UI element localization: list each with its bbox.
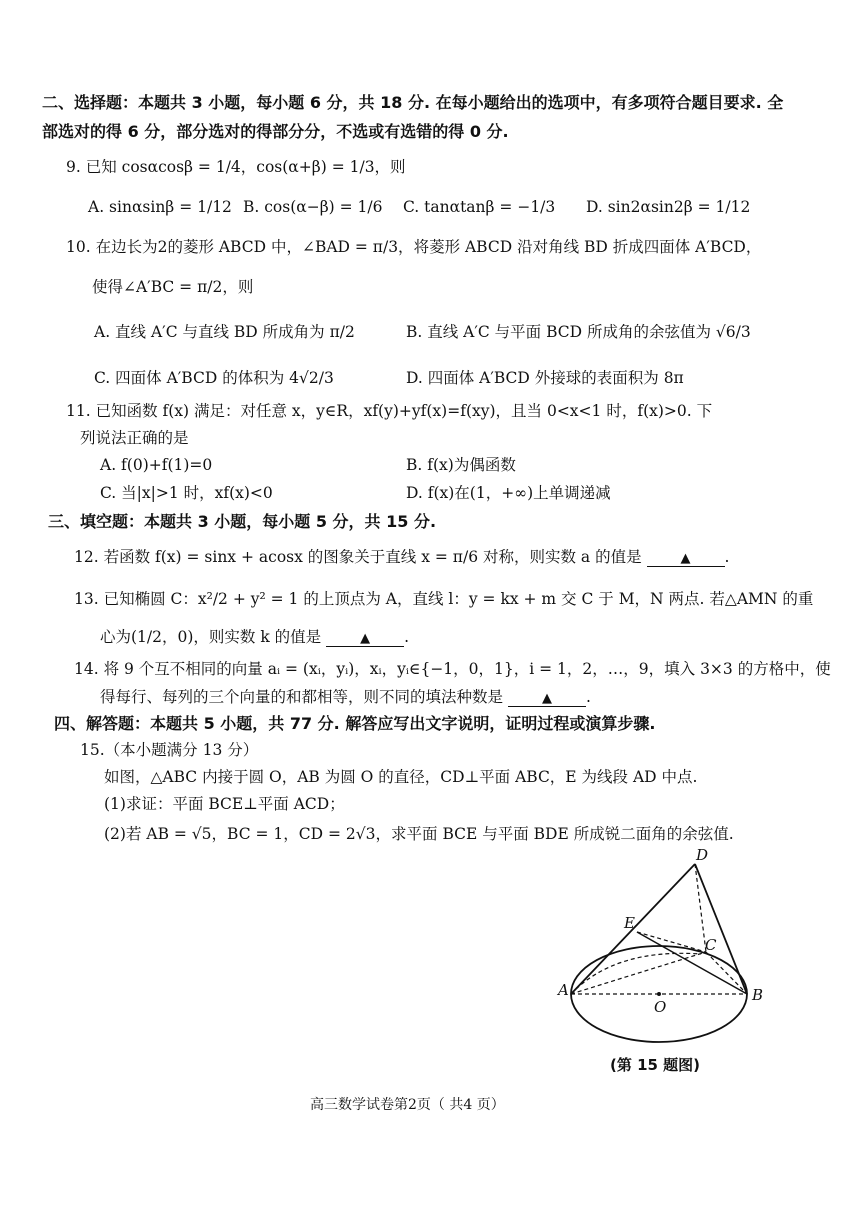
q11-option-c: C. 当|x|>1 时，xf(x)<0 <box>100 484 273 502</box>
label-o: O <box>654 998 667 1016</box>
q13-end: . <box>404 628 410 646</box>
q10-option-b: B. 直线 A′C 与平面 BCD 所成角的余弦值为 √6/3 <box>406 323 751 341</box>
q9-option-a: A. sinαsinβ = 1/12 <box>88 198 232 216</box>
q9-option-d: D. sin2αsin2β = 1/12 <box>586 198 751 216</box>
q12-answer-blank[interactable]: ▲ <box>647 552 725 567</box>
page-footer: 高三数学试卷第2页（ 共4 页） <box>310 1097 505 1113</box>
q14-stem-line2: 得每行、每列的三个向量的和都相等，则不同的填法种数是 <box>100 688 504 706</box>
q10-option-c: C. 四面体 A′BCD 的体积为 4√2/3 <box>94 369 334 387</box>
q15-figure <box>555 848 775 1048</box>
q14-stem-line1: 14. 将 9 个互不相同的向量 aᵢ = (xᵢ，yᵢ)，xᵢ，yᵢ∈{−1，0，1}，i = 1，2，…，9，填入 3×3 的方格中，使 <box>74 660 831 678</box>
label-c: C <box>705 936 717 954</box>
q12 <box>74 550 729 567</box>
label-e: E <box>624 914 635 932</box>
label-d: D <box>696 848 709 864</box>
point-o <box>657 992 661 996</box>
q14-line2 <box>100 690 591 707</box>
q12-stem: 12. 若函数 f(x) = sinx + acosx 的图象关于直线 x = π/6 对称，则实数 a 的值是 <box>74 548 642 566</box>
q11-stem-line1: 11. 已知函数 f(x) 满足：对任意 x，y∈R，xf(y)+yf(x)=f(xy)，且当 0<x<1 时，f(x)>0. 下 <box>66 402 713 420</box>
q15-part2: (2)若 AB = √5，BC = 1，CD = 2√3，求平面 BCE 与平面 BDE 所成锐二面角的余弦值. <box>104 825 734 843</box>
q13-stem-line1: 13. 已知椭圆 C：x²/2 + y² = 1 的上顶点为 A，直线 l：y = kx + m 交 C 于 M，N 两点. 若△AMN 的重 <box>74 590 814 608</box>
segment-cb-hidden <box>706 952 747 994</box>
label-b: B <box>752 986 764 1004</box>
q15-figure-caption: (第 15 题图) <box>610 1056 701 1074</box>
segment-eb <box>637 932 747 994</box>
label-a: A <box>558 981 569 999</box>
q11-option-a: A. f(0)+f(1)=0 <box>100 456 213 474</box>
q11-option-b: B. f(x)为偶函数 <box>406 456 516 474</box>
q14-end: . <box>585 688 591 706</box>
q10-option-d: D. 四面体 A′BCD 外接球的表面积为 8π <box>406 369 684 387</box>
q15-title: 15.（本小题满分 13 分） <box>80 741 259 759</box>
q15-part1: (1)求证：平面 BCE⊥平面 ACD； <box>104 795 345 813</box>
q12-end: . <box>724 548 730 566</box>
q10-stem-line1: 10. 在边长为2的菱形 ABCD 中，∠BAD = π/3，将菱形 ABCD 沿对角线 BD 折成四面体 A′BCD， <box>66 238 762 256</box>
section2-heading-line2: 部选对的得 6 分，部分选对的得部分分，不选或有选错的得 0 分. <box>42 122 509 141</box>
q11-stem-line2: 列说法正确的是 <box>80 429 189 447</box>
section4-heading: 四、解答题：本题共 5 小题，共 77 分. 解答应写出文字说明，证明过程或演算步骤. <box>54 714 656 733</box>
q15-line1: 如图，△ABC 内接于圆 O，AB 为圆 O 的直径，CD⊥平面 ABC，E 为线段 AD 中点. <box>104 768 698 786</box>
q13-stem-line2: 心为(1/2，0)，则实数 k 的值是 <box>100 628 322 646</box>
q14-answer-blank[interactable]: ▲ <box>508 692 586 707</box>
section3-heading: 三、填空题：本题共 3 小题，每小题 5 分，共 15 分. <box>48 512 437 531</box>
q13-answer-blank[interactable]: ▲ <box>326 632 404 647</box>
q10-option-a: A. 直线 A′C 与直线 BD 所成角为 π/2 <box>94 323 355 341</box>
q9-stem: 9. 已知 cosαcosβ = 1/4，cos(α+β) = 1/3，则 <box>66 158 406 176</box>
q13-line2 <box>100 630 409 647</box>
q9-option-c: C. tanαtanβ = −1/3 <box>403 198 556 216</box>
section2-heading-line1: 二、选择题：本题共 3 小题，每小题 6 分，共 18 分. 在每小题给出的选项中，有多项符合题目要求. 全 <box>42 93 784 112</box>
segment-ec-hidden <box>637 932 706 952</box>
q11-option-d: D. f(x)在(1，+∞)上单调递减 <box>406 484 611 502</box>
q9-option-b: B. cos(α−β) = 1/6 <box>243 198 383 216</box>
q10-stem-line2: 使得∠A′BC = π/2，则 <box>92 278 254 296</box>
